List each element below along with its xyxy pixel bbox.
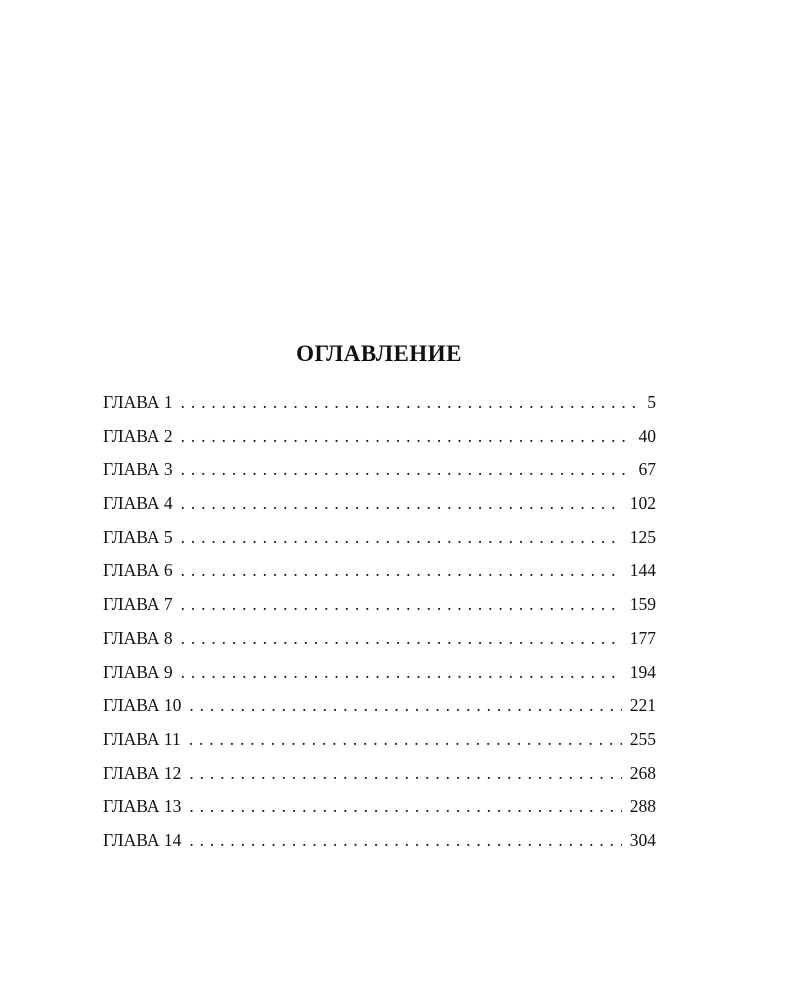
toc-entry-page-number: 40 (638, 425, 656, 446)
dot-leader (181, 521, 622, 555)
toc-entry-label: ГЛАВА 14 (103, 829, 182, 850)
toc-entry (103, 588, 656, 622)
toc-entry-page-number: 288 (629, 796, 656, 817)
dot-leader (181, 420, 631, 454)
dot-leader (181, 386, 640, 420)
toc-entry-page-number: 67 (638, 459, 656, 480)
toc-entry (103, 453, 656, 487)
toc-entry (103, 656, 656, 690)
toc-entry (103, 554, 656, 588)
dot-leader (181, 656, 622, 690)
toc-entry (103, 420, 656, 454)
dot-leader (189, 757, 621, 791)
dot-leader (189, 723, 622, 757)
toc-entry (103, 622, 656, 656)
toc-entry-page-number: 125 (629, 526, 656, 547)
toc-entry-label: ГЛАВА 13 (103, 796, 182, 817)
toc-entry (103, 790, 656, 824)
toc-entry-page-number: 304 (629, 829, 656, 850)
dot-leader (181, 554, 622, 588)
toc-entry-label: ГЛАВА 11 (103, 728, 181, 749)
toc-entry (103, 487, 656, 521)
toc-entry-label: ГЛАВА 12 (103, 762, 182, 783)
toc-entry-page-number: 194 (629, 661, 656, 682)
toc-entry (103, 757, 656, 791)
toc-list (103, 386, 656, 858)
toc-entry (103, 689, 656, 723)
toc-entry-page-number: 268 (629, 762, 656, 783)
toc-entry-label: ГЛАВА 7 (103, 594, 173, 615)
toc-entry-page-number: 144 (629, 560, 656, 581)
toc-title: ОГЛАВЛЕНИЕ (296, 341, 462, 366)
dot-leader (189, 790, 621, 824)
dot-leader (181, 453, 631, 487)
dot-leader (181, 487, 622, 521)
dot-leader (181, 588, 622, 622)
dot-leader (189, 824, 621, 858)
toc-entry-page-number: 159 (629, 594, 656, 615)
toc-entry-label: ГЛАВА 3 (103, 459, 173, 480)
toc-entry-page-number: 255 (629, 728, 656, 749)
toc-entry-label: ГЛАВА 5 (103, 526, 173, 547)
dot-leader (181, 622, 622, 656)
toc-entry-label: ГЛАВА 10 (103, 695, 182, 716)
toc-entry (103, 521, 656, 555)
toc-entry-page-number: 102 (629, 493, 656, 514)
toc-entry-label: ГЛАВА 1 (103, 392, 173, 412)
toc-entry-page-number: 177 (629, 627, 656, 648)
toc-entry-page-number: 5 (647, 392, 656, 412)
toc-entry-page-number: 221 (629, 695, 656, 716)
toc-entry-label: ГЛАВА 4 (103, 493, 173, 514)
toc-entry-label: ГЛАВА 9 (103, 661, 173, 682)
toc-entry-label: ГЛАВА 6 (103, 560, 173, 581)
toc-entry (103, 824, 656, 858)
toc-entry-label: ГЛАВА 2 (103, 425, 173, 446)
toc-entry-label: ГЛАВА 8 (103, 627, 173, 648)
toc-entry (103, 723, 656, 757)
toc-entry (103, 386, 656, 420)
dot-leader (189, 689, 621, 723)
